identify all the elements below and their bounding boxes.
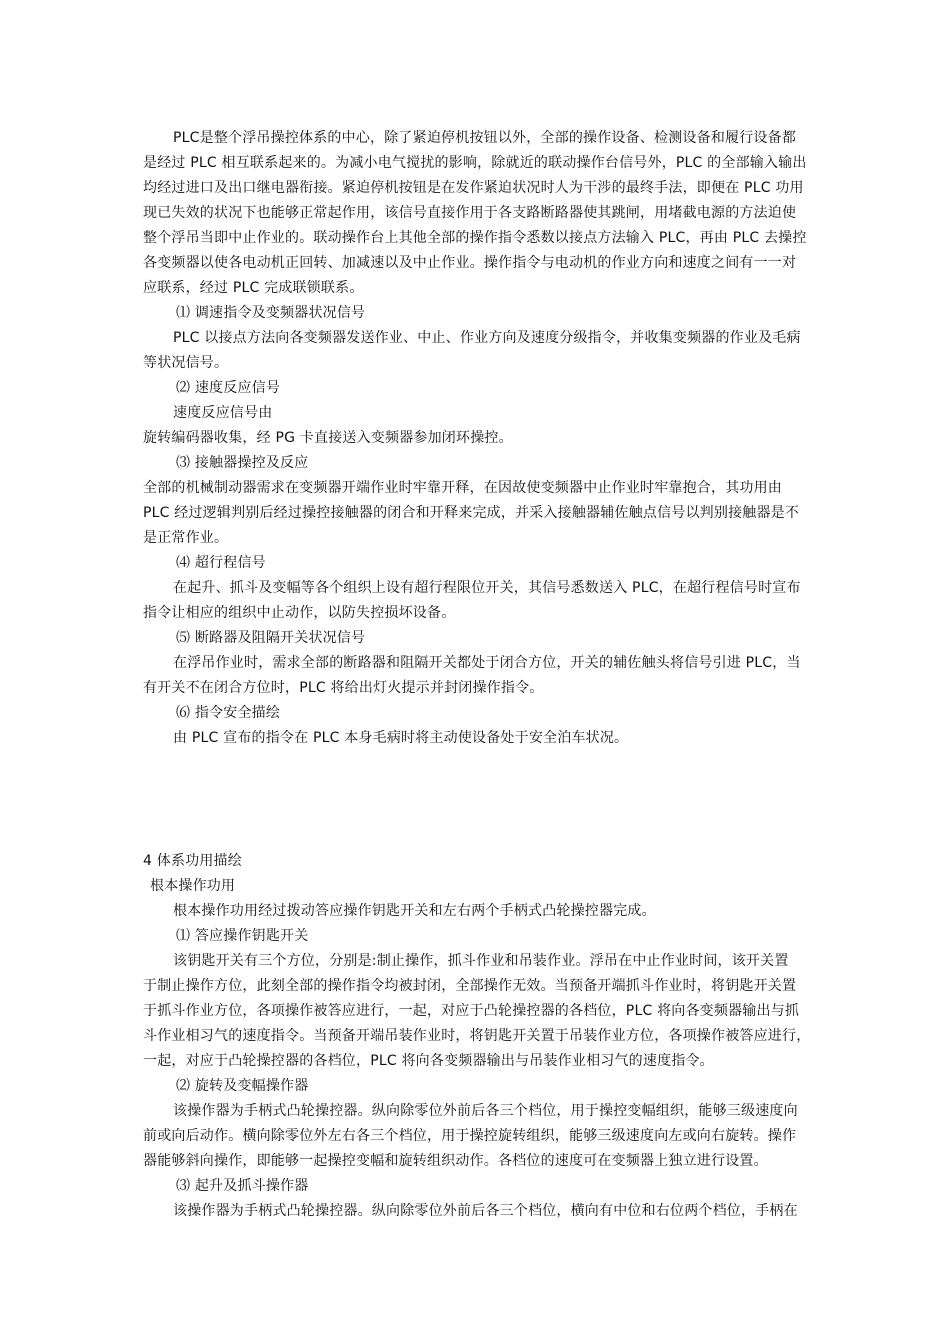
paragraph-line: 该操作器为手柄式凸轮操控器。纵向除零位外前后各三个档位，用于操控变幅组织，能够三级速度向 [173, 1103, 798, 1119]
paragraph-line: 根本操作功用经过拨动答应操作钥匙开关和左右两个手柄式凸轮操控器完成。 [173, 903, 656, 919]
paragraph-line: 全部的机械制动器需求在变频器开端作业时牢靠开释，在因故使变频器中止作业时牢靠抱合，其功用由 [143, 480, 782, 496]
paragraph-line: 现已失效的状况下也能够正常起作用，该信号直接作用于各支路断路器使其跳闸，用堵截电源的方法迫使 [143, 205, 797, 221]
paragraph-line: 有开关不在闭合方位时，PLC 将给出灯火提示并封闭操作指令。 [143, 680, 544, 696]
paragraph-line: 速度反应信号由 [173, 405, 273, 421]
paragraph-line: 指令让相应的组织中止动作，以防失控损坏设备。 [143, 605, 456, 621]
paragraph-line: 由 PLC 宣布的指令在 PLC 本身毛病时将主动使设备处于安全泊车状况。 [173, 730, 629, 746]
paragraph-line: 旋转编码器收集，经 PG 卡直接送入变频器参加闭环操控。 [143, 430, 513, 446]
subheading: ⑶ 起升及抓斗操作器 [176, 1178, 309, 1194]
paragraph-line: 于抓斗作业方位，各项操作被答应进行，一起，对应于凸轮操控器的各档位，PLC 将向各变频器输出与抓 [143, 1003, 800, 1019]
paragraph-line: 应联系，经过 PLC 完成联锁联系。 [143, 280, 364, 296]
section-title: 4 体系功用描绘 [143, 853, 242, 869]
paragraph-line: 均经过进口及出口继电器衔接。紧迫停机按钮是在发作紧迫状况时人为干涉的最终手法，即便在 PLC 功用 [143, 180, 804, 196]
paragraph-line: 该钥匙开关有三个方位，分别是:制止操作，抓斗作业和吊装作业。浮吊在中止作业时间，该开关置 [173, 953, 789, 969]
paragraph-line: 器能够斜向操作，即能够一起操控变幅和旋转组织动作。各档位的速度可在变频器上独立进行设置。 [143, 1153, 768, 1169]
paragraph-line: 在浮吊作业时，需求全部的断路器和阻隔开关都处于闭合方位，开关的辅佐触头将信号引进 PLC，当 [173, 655, 801, 671]
paragraph-line: PLC 经过逻辑判别后经过操控接触器的闭合和开释来完成，并采入接触器辅佐触点信号以判别接触器是不 [143, 505, 800, 521]
subheading: ⑵ 旋转及变幅操作器 [176, 1078, 309, 1094]
paragraph-line: 是正常作业。 [143, 530, 229, 546]
subheading: ⑶ 接触器操控及反应 [176, 455, 309, 471]
paragraph-line: PLC 以接点方法向各变频器发送作业、中止、作业方向及速度分级指令，并收集变频器的作业及毛病 [173, 330, 801, 346]
paragraph-line: 是经过 PLC 相互联系起来的。为减小电气搅扰的影响，除就近的联动操作台信号外，PLC 的全部输入输出 [143, 155, 807, 171]
paragraph-line: 一起，对应于凸轮操控器的各档位，PLC 将向各变频器输出与吊装作业相习气的速度指令。 [143, 1053, 714, 1069]
paragraph-line: 整个浮吊当即中止作业的。联动操作台上其他全部的操作指令悉数以接点方法输入 PLC，再由 PLC 去操控 [143, 230, 807, 246]
subheading: ⑹ 指令安全描绘 [176, 705, 281, 721]
paragraph-line: 于制止操作方位，此刻全部的操作指令均被封闭，全部操作无效。当预备开端抓斗作业时，将钥匙开关置 [143, 978, 797, 994]
paragraph-line: 等状况信号。 [143, 355, 229, 371]
paragraph-line: 在起升、抓斗及变幅等各个组织上设有超行程限位开关，其信号悉数送入 PLC，在超行程信号时宣布 [173, 580, 801, 596]
subheading: ⑷ 超行程信号 [176, 555, 266, 571]
paragraph-line: 各变频器以使各电动机正回转、加减速以及中止作业。操作指令与电动机的作业方向和速度之间有一一对 [143, 255, 797, 271]
subheading: ⑵ 速度反应信号 [176, 380, 281, 396]
subheading: ⑴ 调速指令及变频器状况信号 [176, 305, 366, 321]
section-subtitle: 根本操作功用 [150, 878, 236, 894]
paragraph-line: PLC是整个浮吊操控体系的中心，除了紧迫停机按钮以外，全部的操作设备、检测设备和履行设备都 [173, 130, 797, 146]
paragraph-line: 斗作业相习气的速度指令。当预备开端吊装作业时，将钥匙开关置于吊装作业方位，各项操作被答应进行， [143, 1028, 811, 1044]
paragraph-line: 前或向后动作。横向除零位外左右各三个档位，用于操控旋转组织，能够三级速度向左或向右旋转。操作 [143, 1128, 797, 1144]
paragraph-line: 该操作器为手柄式凸轮操控器。纵向除零位外前后各三个档位，横向有中位和右位两个档位，手柄在 [173, 1203, 798, 1219]
subheading: ⑸ 断路器及阻隔开关状况信号 [176, 630, 366, 646]
subheading: ⑴ 答应操作钥匙开关 [176, 928, 309, 944]
